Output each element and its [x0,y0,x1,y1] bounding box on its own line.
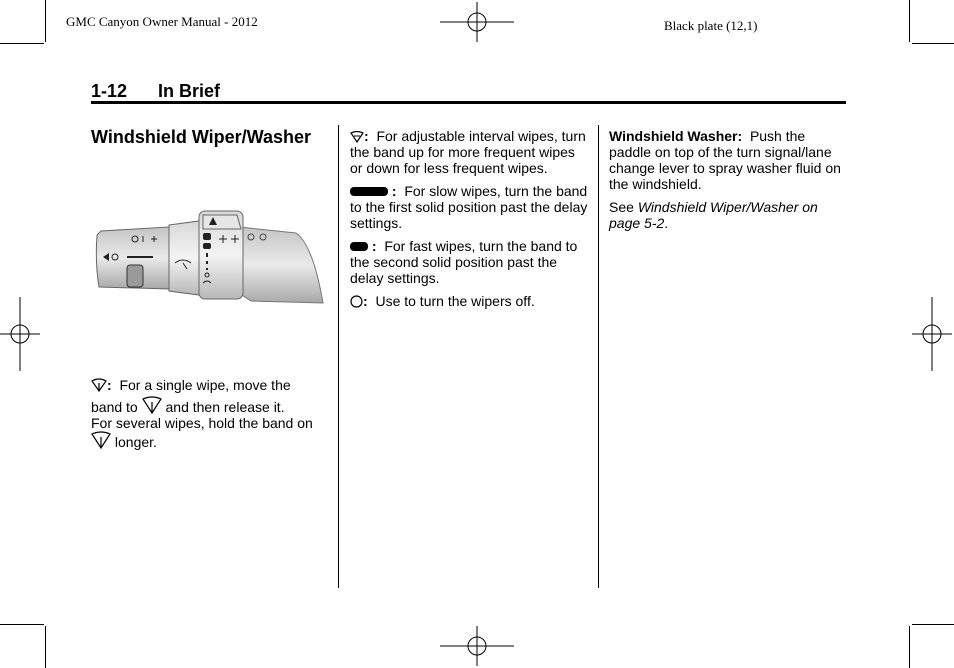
section-number: 1-12 [91,81,128,101]
mist-wipe-icon [91,378,107,392]
fast-pill-icon [350,242,368,251]
mist-text-e: longer. [114,434,157,450]
column-2 [350,128,588,316]
column-divider [598,125,599,588]
crop-mark [0,624,44,625]
mist-text-a: For a single wipe, move the [119,377,291,393]
fast-colon: : [371,238,377,254]
slow-colon: : [391,183,397,199]
off-colon: : [363,293,368,309]
fast-text: For fast wipes, turn the band to the second solid position past the delay settings. [350,238,578,286]
crop-mark [0,43,44,44]
column-3 [609,128,845,238]
mist-wipe-icon [142,396,162,414]
mist-text-d: For several wipes, hold the band on [91,415,313,431]
header-rule [91,101,846,104]
manual-title: GMC Canyon Owner Manual - 2012 [66,14,258,29]
washer-label: Windshield Washer: [609,128,743,144]
slow-pill-icon [350,187,388,196]
column-1 [91,377,331,450]
see-prefix: See [609,199,634,215]
plate-label: Black plate (12,1) [664,18,758,33]
crop-mark [909,626,910,668]
crop-mark [45,0,46,42]
crop-mark [909,0,910,42]
off-text: Use to turn the wipers off. [375,293,535,309]
mist-text-c: and then release it. [165,399,285,415]
delay-wipe-icon [350,131,364,143]
mist-colon: : [107,377,112,393]
section-title: In Brief [158,81,221,101]
see-suffix: . [664,215,669,231]
delay-colon: : [364,128,369,144]
wiper-lever-illustration [91,205,324,315]
washer-text: Push the paddle on top of the turn signal/lane change lever to spray washer fluid on the windshield. [609,128,841,192]
mist-wipe-icon [91,431,111,449]
registration-mark-right [912,297,952,371]
registration-mark-left [0,297,40,371]
crop-mark [912,624,954,625]
registration-mark-bottom [440,626,514,666]
crop-mark [45,626,46,668]
off-circle-icon [350,295,363,308]
page-heading: Windshield Wiper/Washer [91,127,312,147]
column-divider [338,125,339,588]
crop-mark [912,43,954,44]
delay-text: For adjustable interval wipes, turn the band up for more frequent wipes or down for less frequent wipes. [350,128,586,176]
registration-mark-top [440,2,514,42]
cross-reference-link[interactable]: Windshield Wiper/Washer on page 5-2 [609,199,818,231]
mist-text-b: band to [91,399,138,415]
slow-text: For slow wipes, turn the band to the first solid position past the delay settings. [350,183,588,231]
